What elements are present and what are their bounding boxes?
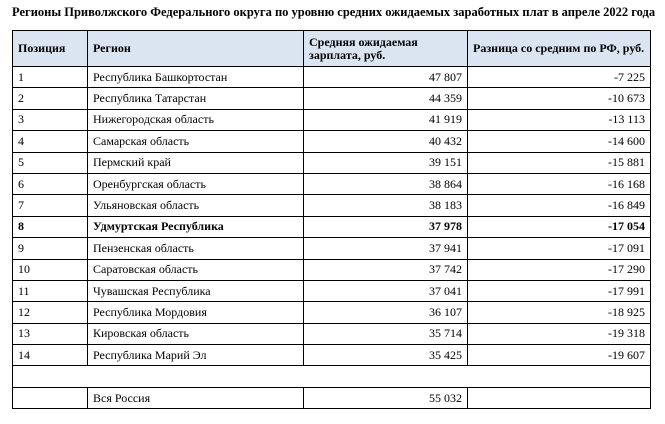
- diff-cell: -16 849: [468, 195, 651, 216]
- salary-cell: 40 432: [304, 131, 468, 152]
- diff-cell: -13 113: [468, 109, 651, 130]
- region-cell: Республика Татарстан: [88, 88, 304, 109]
- position-cell: 9: [13, 238, 88, 259]
- region-cell: Чувашская Республика: [88, 280, 304, 301]
- position-cell: 8: [13, 216, 88, 237]
- total-diff-cell: [468, 387, 651, 408]
- salary-cell: 37 041: [304, 280, 468, 301]
- diff-cell: -17 991: [468, 280, 651, 301]
- salary-cell: 35 714: [304, 323, 468, 344]
- page-title: Регионы Приволжского Федерального округа по уровню средних ожидаемых заработных плат в апреле 2022 года: [12, 5, 656, 19]
- table-body: [13, 67, 651, 409]
- region-cell: Ульяновская область: [88, 195, 304, 216]
- position-cell: 11: [13, 280, 88, 301]
- position-cell: 5: [13, 152, 88, 173]
- diff-cell: -7 225: [468, 67, 651, 88]
- region-cell: Кировская область: [88, 323, 304, 344]
- diff-cell: -10 673: [468, 88, 651, 109]
- position-cell: 2: [13, 88, 88, 109]
- salary-cell: 36 107: [304, 302, 468, 323]
- total-row: [13, 387, 651, 408]
- header-region: Регион: [88, 31, 304, 67]
- position-cell: 6: [13, 173, 88, 194]
- diff-cell: -17 054: [468, 216, 651, 237]
- diff-cell: -16 168: [468, 173, 651, 194]
- region-cell: Пермский край: [88, 152, 304, 173]
- header-position: Позиция: [13, 31, 88, 67]
- salary-cell: 38 183: [304, 195, 468, 216]
- total-salary-cell: 55 032: [304, 387, 468, 408]
- table-row: [13, 152, 651, 173]
- region-cell: Саратовская область: [88, 259, 304, 280]
- position-cell: 13: [13, 323, 88, 344]
- salary-table: [12, 30, 651, 409]
- table-row: [13, 259, 651, 280]
- table-row: [13, 345, 651, 366]
- position-cell: 14: [13, 345, 88, 366]
- region-cell: Республика Марий Эл: [88, 345, 304, 366]
- region-cell: Самарская область: [88, 131, 304, 152]
- table-row: [13, 280, 651, 301]
- table-row: [13, 109, 651, 130]
- salary-cell: 35 425: [304, 345, 468, 366]
- region-cell: Республика Башкортостан: [88, 67, 304, 88]
- position-cell: 1: [13, 67, 88, 88]
- table-header-row: [13, 31, 651, 67]
- table-row: [13, 195, 651, 216]
- diff-cell: -19 607: [468, 345, 651, 366]
- region-cell: Удмуртская Республика: [88, 216, 304, 237]
- header-salary: Средняя ожидаемая зарплата, руб.: [304, 31, 468, 67]
- region-cell: Оренбургская область: [88, 173, 304, 194]
- table-row: [13, 216, 651, 237]
- position-cell: 12: [13, 302, 88, 323]
- salary-cell: 41 919: [304, 109, 468, 130]
- table-row: [13, 88, 651, 109]
- diff-cell: -15 881: [468, 152, 651, 173]
- region-cell: Нижегородская область: [88, 109, 304, 130]
- salary-cell: 37 742: [304, 259, 468, 280]
- diff-cell: -14 600: [468, 131, 651, 152]
- salary-cell: 37 941: [304, 238, 468, 259]
- diff-cell: -19 318: [468, 323, 651, 344]
- region-cell: Республика Мордовия: [88, 302, 304, 323]
- table-row: [13, 323, 651, 344]
- table-row: [13, 131, 651, 152]
- diff-cell: -18 925: [468, 302, 651, 323]
- salary-cell: 47 807: [304, 67, 468, 88]
- salary-cell: 38 864: [304, 173, 468, 194]
- salary-cell: 39 151: [304, 152, 468, 173]
- position-cell: 4: [13, 131, 88, 152]
- table-row: [13, 67, 651, 88]
- table-row: [13, 173, 651, 194]
- diff-cell: -17 290: [468, 259, 651, 280]
- table-row: [13, 302, 651, 323]
- diff-cell: -17 091: [468, 238, 651, 259]
- total-region-cell: Вся Россия: [88, 387, 304, 408]
- empty-cell: [13, 366, 651, 387]
- empty-row: [13, 366, 651, 387]
- total-position-cell: [13, 387, 88, 408]
- position-cell: 3: [13, 109, 88, 130]
- salary-cell: 37 978: [304, 216, 468, 237]
- position-cell: 10: [13, 259, 88, 280]
- region-cell: Пензенская область: [88, 238, 304, 259]
- salary-cell: 44 359: [304, 88, 468, 109]
- header-diff: Разница со средним по РФ, руб.: [468, 31, 651, 67]
- table-row: [13, 238, 651, 259]
- position-cell: 7: [13, 195, 88, 216]
